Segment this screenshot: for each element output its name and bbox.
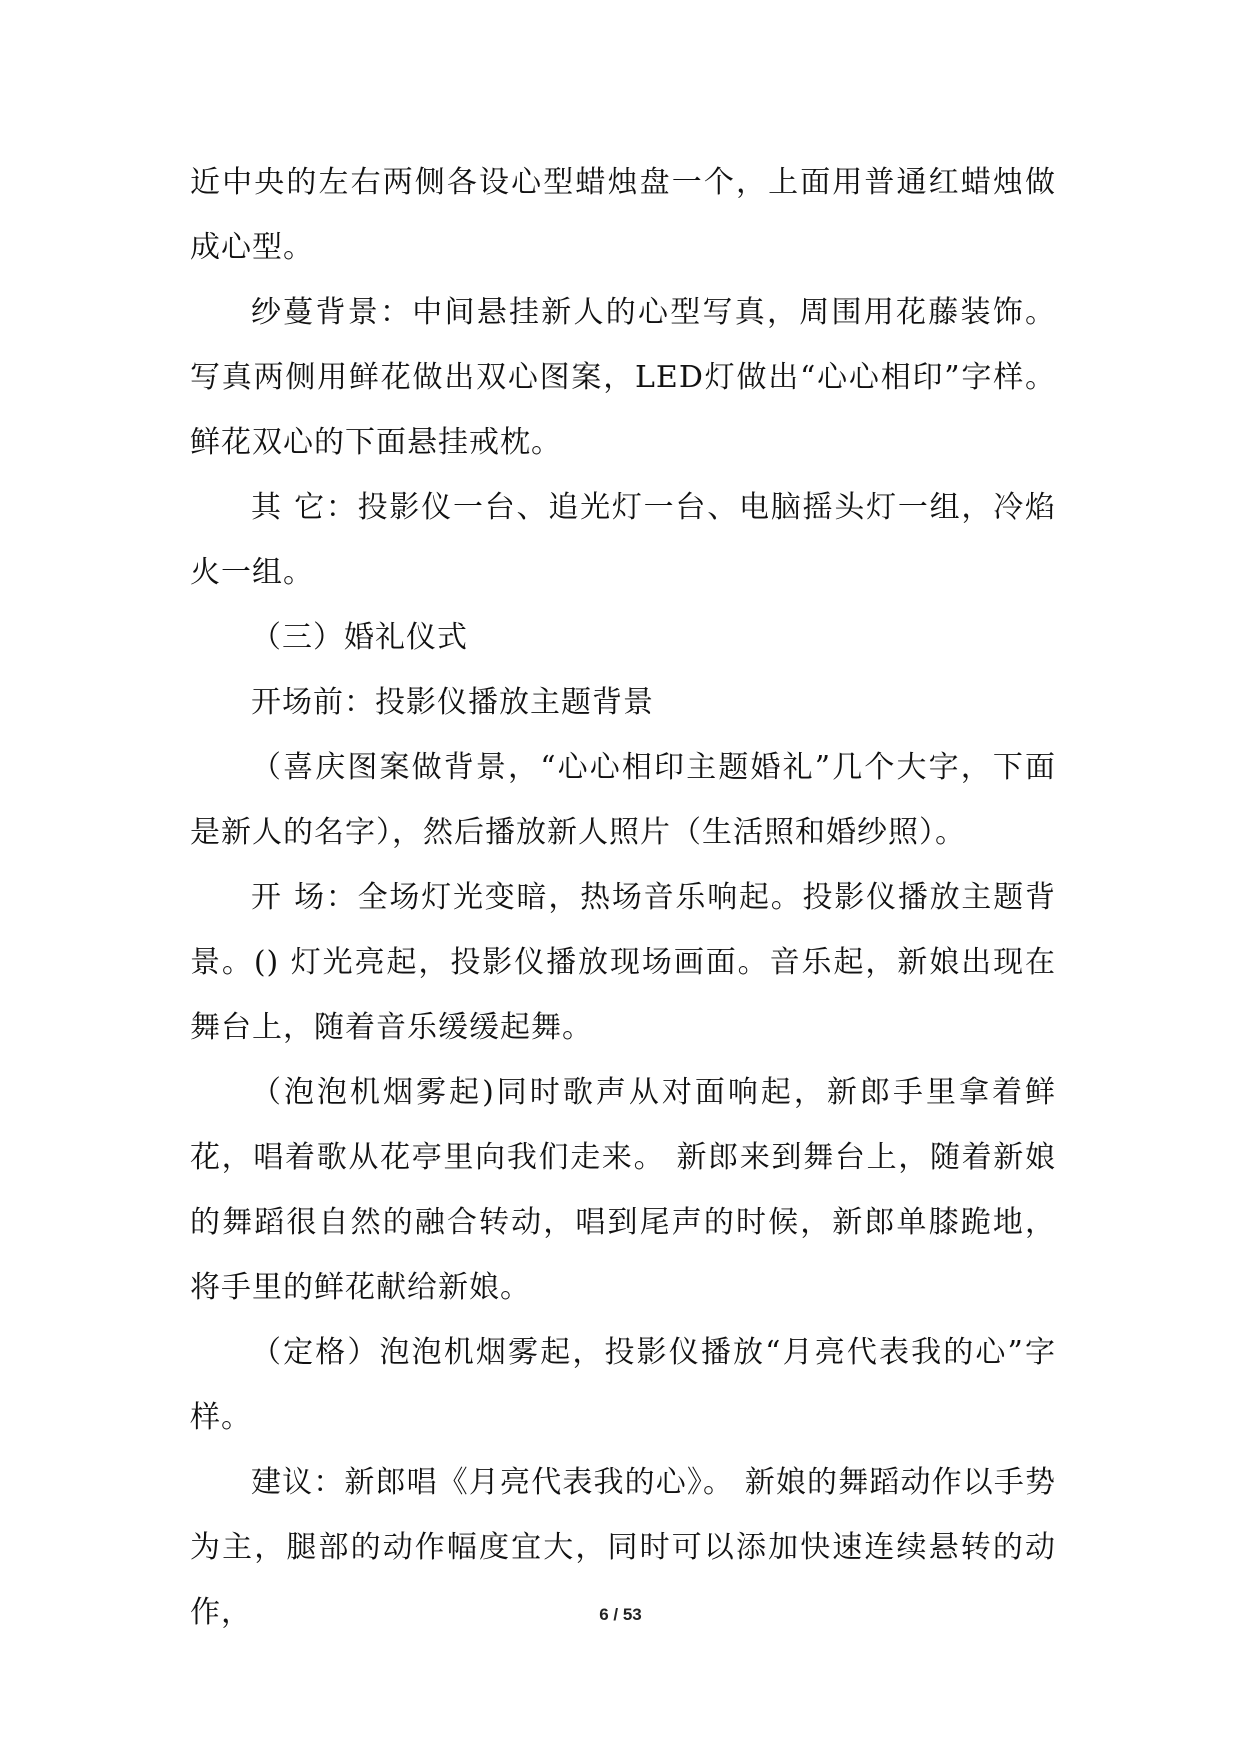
page-number: 6 / 53 (599, 1605, 642, 1624)
paragraph: 建议：新郎唱《月亮代表我的心》。 新娘的舞蹈动作以手势为主，腿部的动作幅度宜大，同时可以添加快速连续悬转的动作， (190, 1465, 1056, 1630)
paragraph: （定格）泡泡机烟雾起，投影仪播放“月亮代表我的心”字样。 (190, 1335, 1056, 1435)
paragraph: 近中央的左右两侧各设心型蜡烛盘一个，上面用普通红蜡烛做成心型。 (190, 165, 1056, 265)
document-body (190, 150, 1056, 1645)
paragraph: （喜庆图案做背景，“心心相印主题婚礼”几个大字，下面是新人的名字），然后播放新人照片（生活照和婚纱照）。 (190, 750, 1056, 850)
section-heading: （三）婚礼仪式 (251, 620, 468, 655)
paragraph: 其 它：投影仪一台、追光灯一台、电脑摇头灯一组，冷焰火一组。 (190, 490, 1056, 590)
paragraph: 开场前：投影仪播放主题背景 (251, 685, 654, 720)
paragraph: 开 场：全场灯光变暗，热场音乐响起。投影仪播放主题背景。() 灯光亮起，投影仪播放现场画面。音乐起，新娘出现在舞台上，随着音乐缓缓起舞。 (190, 880, 1056, 1045)
paragraph: （泡泡机烟雾起)同时歌声从对面响起，新郎手里拿着鲜花，唱着歌从花亭里向我们走来。 新郎来到舞台上，随着新娘的舞蹈很自然的融合转动，唱到尾声的时候，新郎单膝跪地，将手里的鲜花献给新娘。 (190, 1075, 1056, 1305)
paragraph: 纱蔓背景：中间悬挂新人的心型写真，周围用花藤装饰。写真两侧用鲜花做出双心图案，LED灯做出“心心相印”字样。鲜花双心的下面悬挂戒枕。 (190, 295, 1056, 460)
